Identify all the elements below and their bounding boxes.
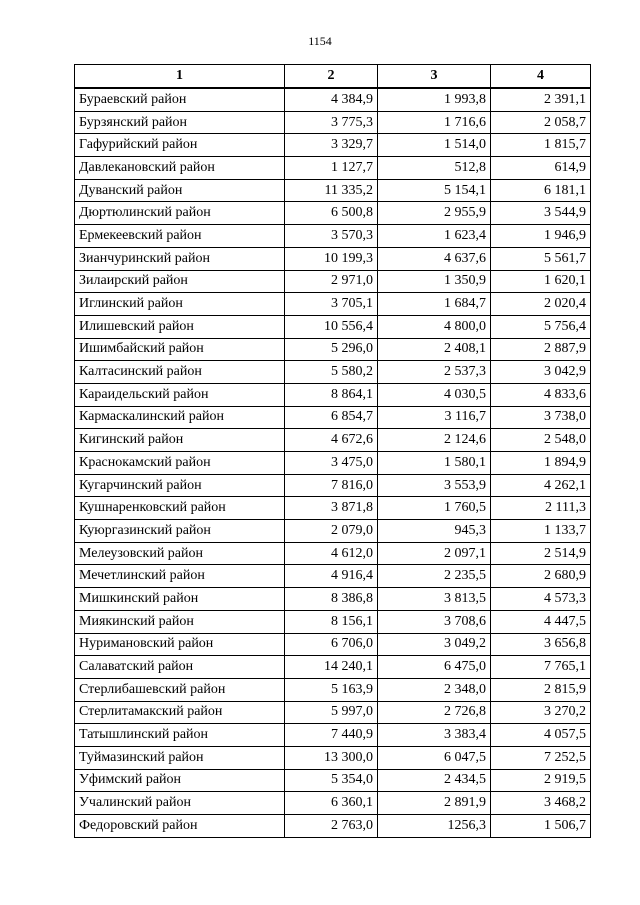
table-row <box>75 270 591 293</box>
value-cell-col2: 3 329,7 <box>285 134 378 157</box>
value-cell-col2: 2 763,0 <box>285 815 378 838</box>
district-name-cell: Уфимский район <box>75 769 285 792</box>
district-name-cell: Куюргазинский район <box>75 520 285 543</box>
value-cell-col3: 3 708,6 <box>378 610 491 633</box>
table-row <box>75 678 591 701</box>
value-cell-col3: 1 623,4 <box>378 225 491 248</box>
value-cell-col2: 2 971,0 <box>285 270 378 293</box>
value-cell-col2: 6 706,0 <box>285 633 378 656</box>
value-cell-col4: 2 919,5 <box>491 769 591 792</box>
value-cell-col2: 8 864,1 <box>285 383 378 406</box>
district-name-cell: Илишевский район <box>75 315 285 338</box>
value-cell-col3: 2 408,1 <box>378 338 491 361</box>
table-row <box>75 247 591 270</box>
table-header-row <box>75 65 591 89</box>
table-row <box>75 497 591 520</box>
value-cell-col3: 2 434,5 <box>378 769 491 792</box>
table-row <box>75 293 591 316</box>
value-cell-col2: 10 556,4 <box>285 315 378 338</box>
value-cell-col2: 7 440,9 <box>285 724 378 747</box>
value-cell-col4: 2 020,4 <box>491 293 591 316</box>
value-cell-col4: 1 133,7 <box>491 520 591 543</box>
value-cell-col3: 2 348,0 <box>378 678 491 701</box>
value-cell-col2: 7 816,0 <box>285 474 378 497</box>
value-cell-col4: 3 042,9 <box>491 361 591 384</box>
district-name-cell: Мелеузовский район <box>75 542 285 565</box>
district-name-cell: Салаватский район <box>75 656 285 679</box>
district-name-cell: Бураевский район <box>75 88 285 111</box>
table-row <box>75 179 591 202</box>
value-cell-col3: 1 716,6 <box>378 111 491 134</box>
value-cell-col2: 11 335,2 <box>285 179 378 202</box>
value-cell-col4: 2 548,0 <box>491 429 591 452</box>
column-header: 4 <box>491 65 591 89</box>
table-row <box>75 792 591 815</box>
value-cell-col3: 1 684,7 <box>378 293 491 316</box>
district-name-cell: Мечетлинский район <box>75 565 285 588</box>
value-cell-col2: 4 672,6 <box>285 429 378 452</box>
table-row <box>75 610 591 633</box>
value-cell-col3: 3 116,7 <box>378 406 491 429</box>
value-cell-col3: 1 350,9 <box>378 270 491 293</box>
table-row <box>75 588 591 611</box>
value-cell-col3: 2 537,3 <box>378 361 491 384</box>
table-row <box>75 746 591 769</box>
district-name-cell: Миякинский район <box>75 610 285 633</box>
district-name-cell: Кугарчинский район <box>75 474 285 497</box>
value-cell-col4: 2 680,9 <box>491 565 591 588</box>
value-cell-col4: 4 262,1 <box>491 474 591 497</box>
value-cell-col4: 3 656,8 <box>491 633 591 656</box>
table-row <box>75 315 591 338</box>
value-cell-col3: 3 813,5 <box>378 588 491 611</box>
district-name-cell: Стерлибашевский район <box>75 678 285 701</box>
value-cell-col4: 1 620,1 <box>491 270 591 293</box>
value-cell-col3: 5 154,1 <box>378 179 491 202</box>
district-name-cell: Зианчуринский район <box>75 247 285 270</box>
district-name-cell: Давлекановский район <box>75 157 285 180</box>
data-table <box>74 64 591 838</box>
value-cell-col2: 5 580,2 <box>285 361 378 384</box>
table-row <box>75 520 591 543</box>
value-cell-col4: 614,9 <box>491 157 591 180</box>
value-cell-col3: 1 760,5 <box>378 497 491 520</box>
district-name-cell: Иглинский район <box>75 293 285 316</box>
table-row <box>75 361 591 384</box>
table-row <box>75 701 591 724</box>
value-cell-col2: 6 360,1 <box>285 792 378 815</box>
value-cell-col3: 945,3 <box>378 520 491 543</box>
value-cell-col4: 2 058,7 <box>491 111 591 134</box>
table-row <box>75 225 591 248</box>
value-cell-col3: 3 383,4 <box>378 724 491 747</box>
value-cell-col3: 2 124,6 <box>378 429 491 452</box>
district-name-cell: Учалинский район <box>75 792 285 815</box>
district-name-cell: Калтасинский район <box>75 361 285 384</box>
district-name-cell: Бурзянский район <box>75 111 285 134</box>
table-row <box>75 565 591 588</box>
value-cell-col3: 2 891,9 <box>378 792 491 815</box>
value-cell-col4: 1 946,9 <box>491 225 591 248</box>
value-cell-col2: 14 240,1 <box>285 656 378 679</box>
district-name-cell: Дуванский район <box>75 179 285 202</box>
value-cell-col4: 5 561,7 <box>491 247 591 270</box>
district-name-cell: Федоровский район <box>75 815 285 838</box>
district-name-cell: Краснокамский район <box>75 452 285 475</box>
value-cell-col4: 1 506,7 <box>491 815 591 838</box>
value-cell-col3: 2 726,8 <box>378 701 491 724</box>
table-row <box>75 383 591 406</box>
table-row <box>75 338 591 361</box>
value-cell-col4: 4 447,5 <box>491 610 591 633</box>
district-name-cell: Татышлинский район <box>75 724 285 747</box>
value-cell-col3: 2 097,1 <box>378 542 491 565</box>
value-cell-col4: 3 738,0 <box>491 406 591 429</box>
district-name-cell: Караидельский район <box>75 383 285 406</box>
value-cell-col2: 3 871,8 <box>285 497 378 520</box>
district-name-cell: Мишкинский район <box>75 588 285 611</box>
value-cell-col3: 2 235,5 <box>378 565 491 588</box>
value-cell-col3: 1256,3 <box>378 815 491 838</box>
district-name-cell: Ермекеевский район <box>75 225 285 248</box>
district-name-cell: Кигинский район <box>75 429 285 452</box>
value-cell-col2: 4 384,9 <box>285 88 378 111</box>
district-name-cell: Ишимбайский район <box>75 338 285 361</box>
value-cell-col3: 4 030,5 <box>378 383 491 406</box>
table-row <box>75 474 591 497</box>
value-cell-col2: 2 079,0 <box>285 520 378 543</box>
value-cell-col4: 3 270,2 <box>491 701 591 724</box>
value-cell-col3: 1 993,8 <box>378 88 491 111</box>
value-cell-col4: 4 833,6 <box>491 383 591 406</box>
value-cell-col2: 5 296,0 <box>285 338 378 361</box>
value-cell-col4: 6 181,1 <box>491 179 591 202</box>
value-cell-col4: 2 514,9 <box>491 542 591 565</box>
table-row <box>75 88 591 111</box>
value-cell-col2: 13 300,0 <box>285 746 378 769</box>
value-cell-col3: 3 553,9 <box>378 474 491 497</box>
value-cell-col2: 6 854,7 <box>285 406 378 429</box>
table-row <box>75 633 591 656</box>
table-row <box>75 134 591 157</box>
value-cell-col3: 1 514,0 <box>378 134 491 157</box>
value-cell-col2: 10 199,3 <box>285 247 378 270</box>
table-body <box>75 88 591 837</box>
value-cell-col2: 8 386,8 <box>285 588 378 611</box>
page-number: 1154 <box>308 34 332 48</box>
district-name-cell: Кушнаренковский район <box>75 497 285 520</box>
value-cell-col4: 2 815,9 <box>491 678 591 701</box>
value-cell-col3: 4 637,6 <box>378 247 491 270</box>
value-cell-col2: 5 163,9 <box>285 678 378 701</box>
value-cell-col3: 6 047,5 <box>378 746 491 769</box>
value-cell-col4: 4 573,3 <box>491 588 591 611</box>
value-cell-col3: 512,8 <box>378 157 491 180</box>
table-row <box>75 157 591 180</box>
value-cell-col2: 4 612,0 <box>285 542 378 565</box>
table-row <box>75 202 591 225</box>
district-name-cell: Дюртюлинский район <box>75 202 285 225</box>
table-row <box>75 724 591 747</box>
value-cell-col3: 2 955,9 <box>378 202 491 225</box>
value-cell-col2: 6 500,8 <box>285 202 378 225</box>
table-row <box>75 406 591 429</box>
column-header: 3 <box>378 65 491 89</box>
district-name-cell: Нуримановский район <box>75 633 285 656</box>
value-cell-col4: 4 057,5 <box>491 724 591 747</box>
table-row <box>75 656 591 679</box>
value-cell-col4: 2 391,1 <box>491 88 591 111</box>
value-cell-col2: 5 354,0 <box>285 769 378 792</box>
district-name-cell: Туймазинский район <box>75 746 285 769</box>
value-cell-col4: 7 252,5 <box>491 746 591 769</box>
value-cell-col3: 3 049,2 <box>378 633 491 656</box>
table-row <box>75 769 591 792</box>
value-cell-col2: 3 775,3 <box>285 111 378 134</box>
value-cell-col3: 1 580,1 <box>378 452 491 475</box>
column-header: 1 <box>75 65 285 89</box>
value-cell-col4: 3 468,2 <box>491 792 591 815</box>
value-cell-col4: 5 756,4 <box>491 315 591 338</box>
table-row <box>75 815 591 838</box>
table-row <box>75 111 591 134</box>
value-cell-col2: 3 570,3 <box>285 225 378 248</box>
value-cell-col3: 4 800,0 <box>378 315 491 338</box>
value-cell-col4: 2 887,9 <box>491 338 591 361</box>
value-cell-col2: 3 475,0 <box>285 452 378 475</box>
value-cell-col4: 7 765,1 <box>491 656 591 679</box>
district-name-cell: Кармаскалинский район <box>75 406 285 429</box>
table-row <box>75 542 591 565</box>
value-cell-col4: 3 544,9 <box>491 202 591 225</box>
value-cell-col2: 5 997,0 <box>285 701 378 724</box>
value-cell-col2: 3 705,1 <box>285 293 378 316</box>
value-cell-col4: 1 894,9 <box>491 452 591 475</box>
district-name-cell: Стерлитамакский район <box>75 701 285 724</box>
value-cell-col2: 4 916,4 <box>285 565 378 588</box>
column-header: 2 <box>285 65 378 89</box>
district-name-cell: Зилаирский район <box>75 270 285 293</box>
value-cell-col3: 6 475,0 <box>378 656 491 679</box>
value-cell-col4: 2 111,3 <box>491 497 591 520</box>
value-cell-col2: 1 127,7 <box>285 157 378 180</box>
district-name-cell: Гафурийский район <box>75 134 285 157</box>
table-row <box>75 452 591 475</box>
value-cell-col2: 8 156,1 <box>285 610 378 633</box>
value-cell-col4: 1 815,7 <box>491 134 591 157</box>
table-row <box>75 429 591 452</box>
